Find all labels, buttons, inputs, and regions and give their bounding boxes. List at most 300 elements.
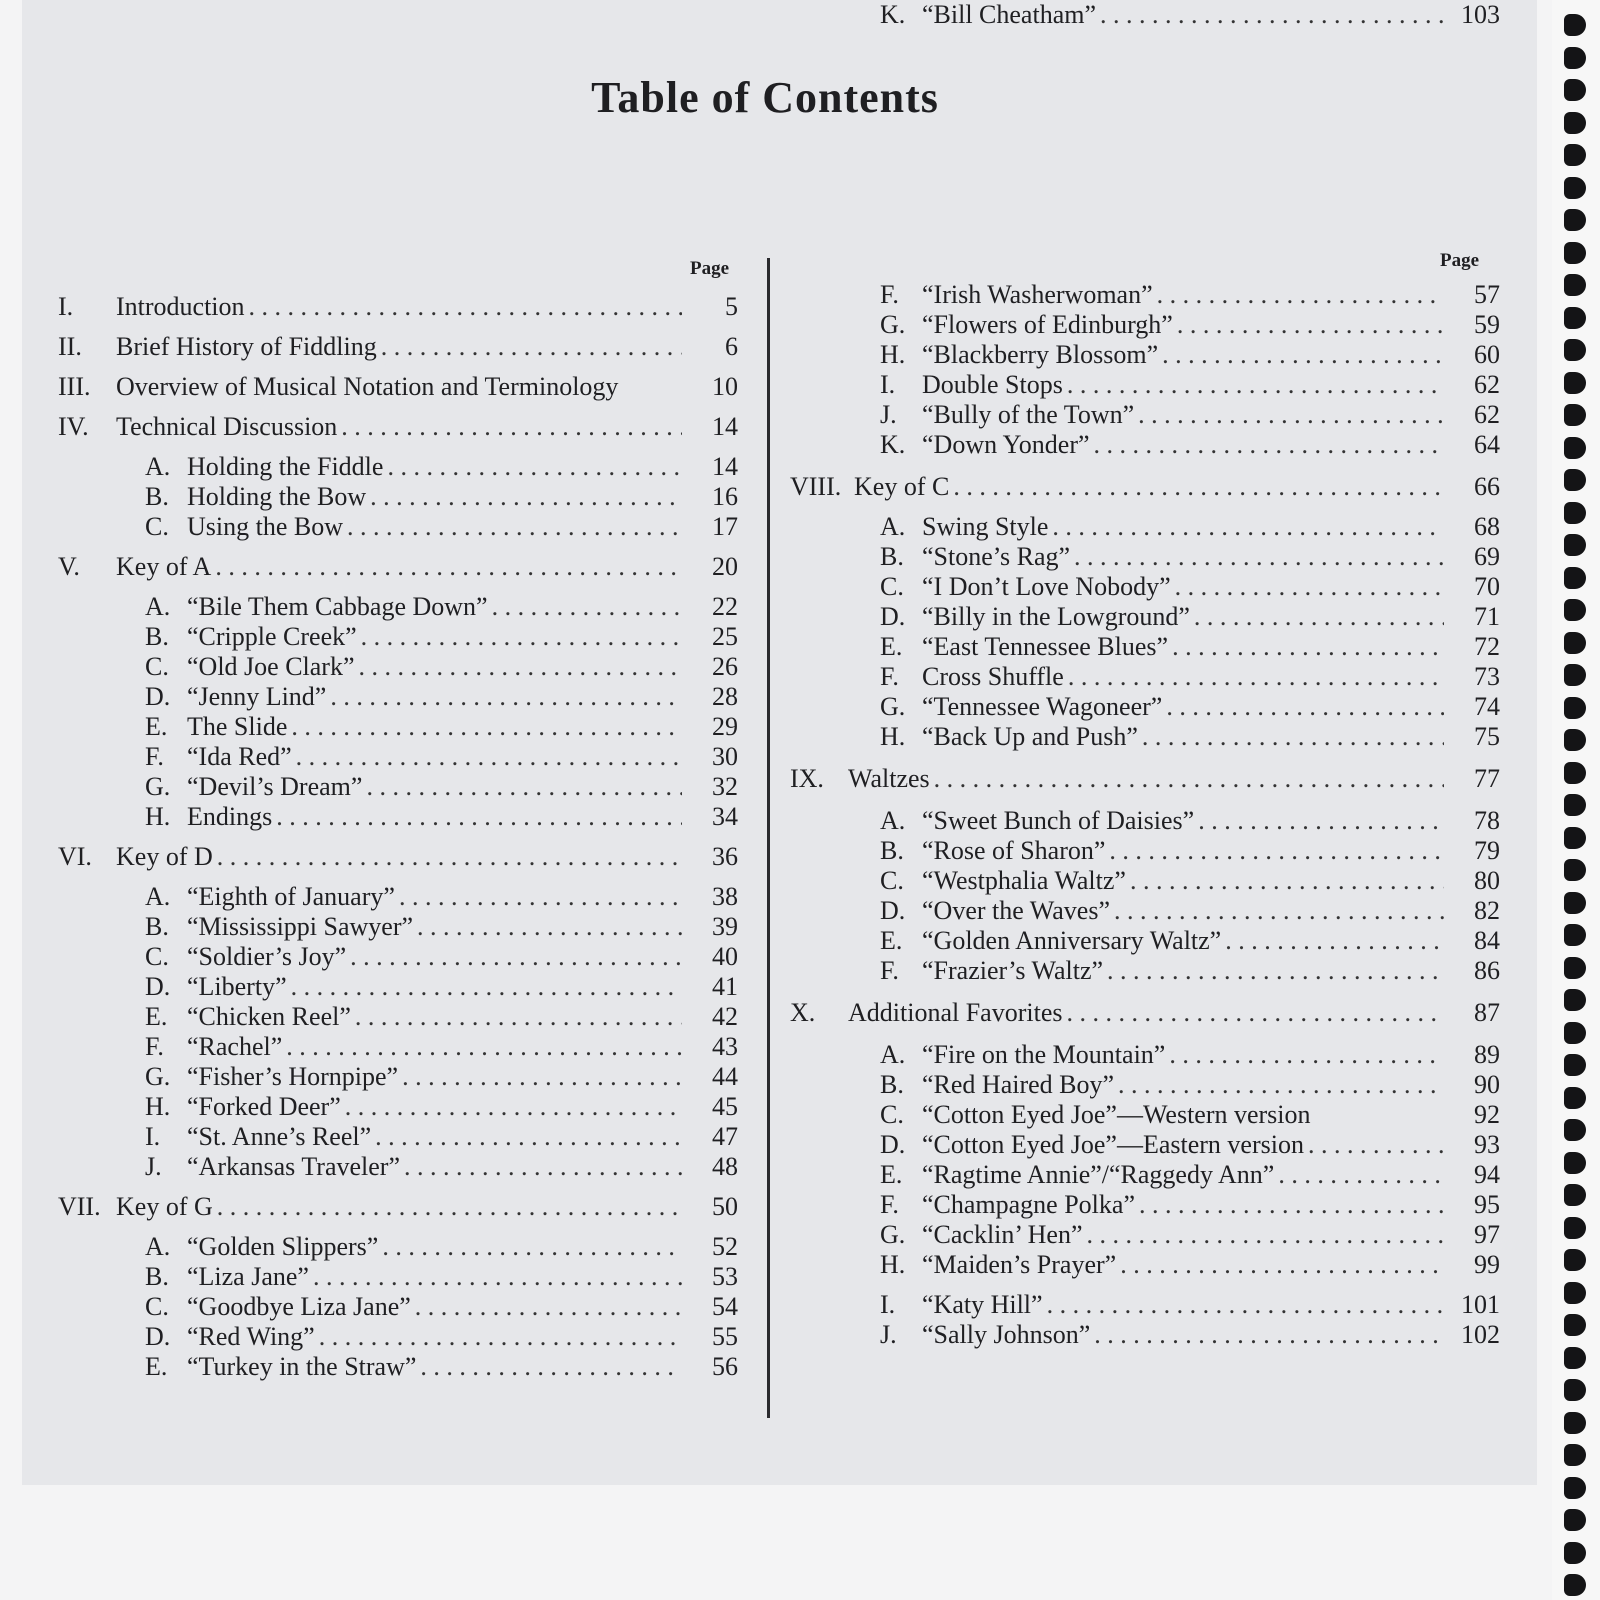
toc-entry-page: 5 bbox=[725, 292, 738, 321]
toc-entry-title: “Ragtime Annie”/“Raggedy Ann” bbox=[922, 1160, 1275, 1189]
toc-entry-title: Technical Discussion bbox=[116, 412, 338, 441]
toc-entry-number: H. bbox=[880, 1250, 906, 1279]
toc-entry bbox=[145, 682, 738, 712]
toc-entry-title: “Mississippi Sawyer” bbox=[187, 912, 414, 941]
dot-leader bbox=[217, 1192, 682, 1222]
page-title: Table of Contents bbox=[591, 73, 939, 122]
toc-entry-title: “St. Anne’s Reel” bbox=[187, 1122, 372, 1151]
dot-leader bbox=[420, 1352, 682, 1382]
toc-entry-title: Double Stops bbox=[922, 370, 1063, 399]
toc-entry-title: “Old Joe Clark” bbox=[187, 652, 355, 681]
toc-entry bbox=[880, 542, 1500, 572]
toc-entry bbox=[145, 882, 738, 912]
toc-entry bbox=[880, 1320, 1500, 1350]
toc-entry-number: D. bbox=[880, 896, 906, 925]
toc-entry-number: C. bbox=[880, 572, 904, 601]
toc-entry-number: C. bbox=[145, 942, 169, 971]
toc-entry bbox=[145, 712, 738, 742]
dot-leader bbox=[1047, 1290, 1444, 1320]
toc-entry-page: 48 bbox=[712, 1152, 738, 1181]
toc-entry-title: “Down Yonder” bbox=[922, 430, 1090, 459]
toc-entry bbox=[880, 662, 1500, 692]
dot-leader bbox=[953, 472, 1444, 502]
toc-entry-page: 53 bbox=[712, 1262, 738, 1291]
toc-entry bbox=[880, 692, 1500, 722]
toc-entry-title: “Irish Washerwoman” bbox=[922, 280, 1153, 309]
toc-entry-number: K. bbox=[880, 0, 906, 29]
binding-ring bbox=[1564, 209, 1586, 231]
binding-ring bbox=[1564, 339, 1586, 361]
toc-entry-title: “Bully of the Town” bbox=[922, 400, 1135, 429]
toc-entry-page: 72 bbox=[1474, 632, 1500, 661]
toc-entry-page: 94 bbox=[1474, 1160, 1500, 1189]
binding-ring bbox=[1564, 1412, 1586, 1434]
toc-entry-page: 86 bbox=[1474, 956, 1500, 985]
toc-entry-title: “Cripple Creek” bbox=[187, 622, 357, 651]
dot-leader bbox=[361, 622, 682, 652]
toc-entry-number: F. bbox=[880, 1190, 899, 1219]
binding-ring bbox=[1564, 697, 1586, 719]
dot-leader bbox=[215, 552, 682, 582]
toc-entry-page: 84 bbox=[1474, 926, 1500, 955]
binding-ring bbox=[1564, 794, 1586, 816]
toc-entry-number: D. bbox=[880, 1130, 906, 1159]
toc-entry-page: 92 bbox=[1474, 1100, 1500, 1129]
toc-entry-number: A. bbox=[145, 452, 171, 481]
binding-ring bbox=[1564, 144, 1586, 166]
toc-entry bbox=[145, 1292, 738, 1322]
binding-ring bbox=[1564, 957, 1586, 979]
toc-entry-page: 56 bbox=[712, 1352, 738, 1381]
toc-entry bbox=[145, 1352, 738, 1382]
toc-entry-page: 89 bbox=[1474, 1040, 1500, 1069]
toc-entry-number: C. bbox=[145, 512, 169, 541]
toc-entry bbox=[880, 956, 1500, 986]
toc-entry-title: “Devil’s Dream” bbox=[187, 772, 363, 801]
toc-entry bbox=[880, 722, 1500, 752]
toc-entry-number: C. bbox=[145, 652, 169, 681]
dot-leader bbox=[1177, 310, 1444, 340]
toc-entry-title: “East Tennessee Blues” bbox=[922, 632, 1169, 661]
dot-leader bbox=[382, 1232, 682, 1262]
toc-entry-number: H. bbox=[145, 1092, 171, 1121]
toc-entry-number: H. bbox=[880, 722, 906, 751]
toc-entry-page: 64 bbox=[1474, 430, 1500, 459]
toc-entry-title: “Eighth of January” bbox=[187, 882, 395, 911]
binding-ring bbox=[1564, 729, 1586, 751]
toc-entry-title: “Tennessee Wagoneer” bbox=[922, 692, 1163, 721]
toc-entry-page: 66 bbox=[1474, 472, 1500, 501]
toc-entry-page: 82 bbox=[1474, 896, 1500, 925]
toc-entry-number: A. bbox=[145, 882, 171, 911]
toc-entry bbox=[145, 652, 738, 682]
toc-entry bbox=[880, 1040, 1500, 1070]
toc-entry bbox=[880, 572, 1500, 602]
toc-entry-title: “Red Wing” bbox=[187, 1322, 315, 1351]
binding-ring bbox=[1564, 1347, 1586, 1369]
dot-leader bbox=[934, 764, 1444, 794]
toc-entry-page: 90 bbox=[1474, 1070, 1500, 1099]
toc-entry-number: F. bbox=[880, 956, 899, 985]
toc-entry bbox=[880, 1070, 1500, 1100]
toc-entry-page: 10 bbox=[712, 372, 738, 401]
toc-entry-title: “Back Up and Push” bbox=[922, 722, 1138, 751]
toc-entry-title: Key of D bbox=[116, 842, 213, 871]
dot-leader bbox=[1194, 602, 1444, 632]
toc-entry-number: D. bbox=[145, 972, 171, 1001]
toc-entry-title: “Maiden’s Prayer” bbox=[922, 1250, 1117, 1279]
toc-entry bbox=[58, 332, 738, 362]
toc-entry-page: 16 bbox=[712, 482, 738, 511]
toc-entry bbox=[58, 412, 738, 442]
toc-entry-number: A. bbox=[880, 806, 906, 835]
toc-entry-page: 54 bbox=[712, 1292, 738, 1321]
toc-entry-title: “Liza Jane” bbox=[187, 1262, 309, 1291]
toc-entry-page: 41 bbox=[712, 972, 738, 1001]
toc-entry bbox=[145, 1062, 738, 1092]
toc-entry-page: 74 bbox=[1474, 692, 1500, 721]
toc-entry-title: Waltzes bbox=[848, 764, 930, 793]
toc-entry bbox=[880, 310, 1500, 340]
toc-entry bbox=[880, 926, 1500, 956]
toc-entry-page: 40 bbox=[712, 942, 738, 971]
toc-entry-title: “Forked Deer” bbox=[187, 1092, 341, 1121]
toc-entry bbox=[880, 632, 1500, 662]
toc-entry bbox=[880, 1160, 1500, 1190]
binding-ring bbox=[1564, 177, 1586, 199]
dot-leader bbox=[1094, 1320, 1444, 1350]
toc-entry bbox=[145, 1122, 738, 1152]
toc-entry-page: 42 bbox=[712, 1002, 738, 1031]
binding-ring bbox=[1564, 404, 1586, 426]
toc-entry-title: “Cotton Eyed Joe”—Western version bbox=[922, 1100, 1311, 1129]
toc-entry-number: K. bbox=[880, 430, 906, 459]
toc-entry-page: 26 bbox=[712, 652, 738, 681]
dot-leader bbox=[291, 712, 682, 742]
binding-ring bbox=[1564, 1087, 1586, 1109]
binding-ring bbox=[1564, 1314, 1586, 1336]
dot-leader bbox=[1278, 1160, 1444, 1190]
dot-leader bbox=[415, 1292, 682, 1322]
toc-entry-page: 69 bbox=[1474, 542, 1500, 571]
toc-entry-page: 102 bbox=[1461, 1320, 1500, 1349]
dot-leader bbox=[1308, 1130, 1444, 1160]
toc-entry-title: “Arkansas Traveler” bbox=[187, 1152, 400, 1181]
toc-entry-page: 34 bbox=[712, 802, 738, 831]
toc-entry bbox=[58, 1192, 738, 1222]
dot-leader bbox=[417, 912, 682, 942]
toc-entry-number: H. bbox=[880, 340, 906, 369]
toc-entry-title: “Fisher’s Hornpipe” bbox=[187, 1062, 399, 1091]
binding-ring bbox=[1564, 664, 1586, 686]
toc-entry-title: “Chicken Reel” bbox=[187, 1002, 351, 1031]
toc-entry-number: F. bbox=[145, 1032, 164, 1061]
toc-entry-page: 36 bbox=[712, 842, 738, 871]
toc-entry bbox=[790, 998, 1500, 1028]
binding-ring bbox=[1564, 534, 1586, 556]
toc-entry-number: B. bbox=[145, 622, 169, 651]
dot-leader bbox=[1198, 806, 1444, 836]
toc-entry bbox=[58, 372, 738, 402]
dot-leader bbox=[1118, 1070, 1444, 1100]
toc-entry-number: F. bbox=[145, 742, 164, 771]
toc-entry-number: B. bbox=[145, 482, 169, 511]
binding-ring bbox=[1564, 632, 1586, 654]
toc-entry-page: 22 bbox=[712, 592, 738, 621]
binding-ring bbox=[1564, 1054, 1586, 1076]
spiral-binding bbox=[1552, 0, 1600, 1600]
toc-entry-number: IX. bbox=[790, 764, 824, 793]
toc-entry bbox=[58, 552, 738, 582]
toc-entry-number: VIII. bbox=[790, 472, 842, 501]
binding-ring bbox=[1564, 274, 1586, 296]
toc-entry bbox=[880, 836, 1500, 866]
dot-leader bbox=[1157, 280, 1444, 310]
dot-leader bbox=[319, 1322, 682, 1352]
toc-entry-number: I. bbox=[145, 1122, 161, 1151]
toc-entry-page: 62 bbox=[1474, 370, 1500, 399]
page-column-label-right: Page bbox=[1440, 250, 1480, 271]
toc-entry-page: 38 bbox=[712, 882, 738, 911]
dot-leader bbox=[1068, 662, 1444, 692]
toc-entry-title: “Golden Anniversary Waltz” bbox=[922, 926, 1222, 955]
toc-entry bbox=[880, 512, 1500, 542]
toc-entry-number: A. bbox=[145, 1232, 171, 1261]
toc-entry-number: B. bbox=[880, 1070, 904, 1099]
toc-entry-title: The Slide bbox=[187, 712, 288, 741]
toc-entry bbox=[880, 400, 1500, 430]
toc-entry bbox=[145, 1032, 738, 1062]
toc-entry-number: B. bbox=[145, 912, 169, 941]
binding-ring bbox=[1564, 1249, 1586, 1271]
dot-leader bbox=[1094, 430, 1444, 460]
binding-ring bbox=[1564, 1379, 1586, 1401]
toc-entry-page: 14 bbox=[712, 412, 738, 441]
toc-entry-number: C. bbox=[880, 1100, 904, 1129]
toc-entry-title: “Soldier’s Joy” bbox=[187, 942, 347, 971]
binding-ring bbox=[1564, 599, 1586, 621]
binding-ring bbox=[1564, 1542, 1586, 1564]
toc-entry-number: G. bbox=[880, 1220, 906, 1249]
dot-leader bbox=[1087, 1220, 1445, 1250]
toc-entry-title: “Stone’s Rag” bbox=[922, 542, 1071, 571]
toc-entry-title: Brief History of Fiddling bbox=[116, 332, 377, 361]
toc-entry-page: 30 bbox=[712, 742, 738, 771]
binding-ring bbox=[1564, 469, 1586, 491]
dot-leader bbox=[350, 942, 682, 972]
toc-entry-number: C. bbox=[145, 1292, 169, 1321]
toc-entry-page: 101 bbox=[1461, 1290, 1500, 1319]
toc-entry-title: Key of A bbox=[116, 552, 212, 581]
toc-entry-number: III. bbox=[58, 372, 91, 401]
binding-ring bbox=[1564, 112, 1586, 134]
toc-entry-page: 62 bbox=[1474, 400, 1500, 429]
binding-ring bbox=[1564, 1217, 1586, 1239]
toc-entry-number: C. bbox=[880, 866, 904, 895]
toc-entry-title: “Over the Waves” bbox=[922, 896, 1111, 925]
dot-leader bbox=[1169, 1040, 1444, 1070]
dot-leader bbox=[370, 482, 682, 512]
toc-entry-page: 75 bbox=[1474, 722, 1500, 751]
toc-entry-number: F. bbox=[880, 662, 899, 691]
dot-leader bbox=[286, 1032, 682, 1062]
toc-entry bbox=[880, 806, 1500, 836]
toc-entry bbox=[145, 592, 738, 622]
toc-entry-title: Additional Favorites bbox=[848, 998, 1063, 1027]
toc-entry-title: “Champagne Polka” bbox=[922, 1190, 1135, 1219]
toc-entry-page: 59 bbox=[1474, 310, 1500, 339]
toc-entry bbox=[145, 512, 738, 542]
toc-entry-page: 71 bbox=[1474, 602, 1500, 631]
dot-leader bbox=[375, 1122, 682, 1152]
binding-ring bbox=[1564, 1184, 1586, 1206]
binding-ring bbox=[1564, 502, 1586, 524]
binding-ring bbox=[1564, 989, 1586, 1011]
toc-entry-title: Overview of Musical Notation and Terminology bbox=[116, 372, 619, 401]
toc-entry-title: “Liberty” bbox=[187, 972, 287, 1001]
dot-leader bbox=[1114, 896, 1444, 926]
dot-leader bbox=[366, 772, 682, 802]
toc-entry-number: IV. bbox=[58, 412, 89, 441]
toc-entry-number: G. bbox=[880, 310, 906, 339]
toc-entry-number: X. bbox=[790, 998, 816, 1027]
toc-entry-number: B. bbox=[145, 1262, 169, 1291]
toc-entry-number: A. bbox=[880, 1040, 906, 1069]
binding-ring bbox=[1564, 567, 1586, 589]
toc-entry-title: Key of C bbox=[854, 472, 950, 501]
dot-leader bbox=[313, 1262, 682, 1292]
dot-leader bbox=[1109, 836, 1444, 866]
toc-entry-title: Key of G bbox=[116, 1192, 213, 1221]
toc-entry-title: “Bill Cheatham” bbox=[922, 0, 1097, 29]
binding-ring bbox=[1564, 762, 1586, 784]
toc-entry-title: “Katy Hill” bbox=[922, 1290, 1043, 1319]
toc-entry-number: E. bbox=[145, 712, 168, 741]
toc-entry bbox=[145, 942, 738, 972]
binding-ring bbox=[1564, 1282, 1586, 1304]
toc-entry bbox=[145, 1322, 738, 1352]
dot-leader bbox=[291, 972, 682, 1002]
toc-entry bbox=[880, 1100, 1500, 1130]
dot-leader bbox=[387, 452, 682, 482]
toc-entry bbox=[880, 280, 1500, 310]
binding-ring bbox=[1564, 1022, 1586, 1044]
toc-entry-title: “Frazier’s Waltz” bbox=[922, 956, 1104, 985]
toc-entry-number: II. bbox=[58, 332, 82, 361]
toc-entry-title: Holding the Fiddle bbox=[187, 452, 384, 481]
binding-ring bbox=[1564, 827, 1586, 849]
toc-entry bbox=[58, 842, 738, 872]
binding-ring bbox=[1564, 372, 1586, 394]
toc-entry bbox=[145, 1092, 738, 1122]
toc-entry-page: 93 bbox=[1474, 1130, 1500, 1159]
toc-entry-number: VI. bbox=[58, 842, 92, 871]
binding-ring bbox=[1564, 1574, 1586, 1596]
toc-entry-number: B. bbox=[880, 836, 904, 865]
binding-ring bbox=[1564, 1119, 1586, 1141]
dot-leader bbox=[399, 882, 682, 912]
toc-entry-title: “Sweet Bunch of Daisies” bbox=[922, 806, 1195, 835]
toc-entry-page: 97 bbox=[1474, 1220, 1500, 1249]
toc-entry bbox=[880, 896, 1500, 926]
toc-entry-title: “Billy in the Lowground” bbox=[922, 602, 1190, 631]
toc-entry-title: “Jenny Lind” bbox=[187, 682, 327, 711]
toc-entry-title: “Red Haired Boy” bbox=[922, 1070, 1115, 1099]
toc-entry-number: I. bbox=[880, 370, 896, 399]
binding-ring bbox=[1564, 924, 1586, 946]
toc-entry-number: I. bbox=[880, 1290, 896, 1319]
binding-ring bbox=[1564, 859, 1586, 881]
toc-entry-page: 39 bbox=[712, 912, 738, 941]
toc-entry-title: “Bile Them Cabbage Down” bbox=[187, 592, 488, 621]
dot-leader bbox=[1066, 998, 1444, 1028]
toc-entry-number: G. bbox=[145, 772, 171, 801]
toc-entry-title: Introduction bbox=[116, 292, 245, 321]
toc-entry bbox=[145, 742, 738, 772]
toc-entry bbox=[880, 370, 1500, 400]
dot-leader bbox=[355, 1002, 682, 1032]
toc-entry-title: “I Don’t Love Nobody” bbox=[922, 572, 1171, 601]
dot-leader bbox=[345, 1092, 682, 1122]
dot-leader bbox=[1100, 0, 1444, 30]
toc-entry-page: 78 bbox=[1474, 806, 1500, 835]
dot-leader bbox=[347, 512, 682, 542]
dot-leader bbox=[341, 412, 682, 442]
dot-leader bbox=[404, 1152, 682, 1182]
toc-entry-title: “Cacklin’ Hen” bbox=[922, 1220, 1083, 1249]
toc-entry-number: D. bbox=[145, 682, 171, 711]
toc-entry-number: H. bbox=[145, 802, 171, 831]
toc-entry-page: 6 bbox=[725, 332, 738, 361]
dot-leader bbox=[1130, 866, 1444, 896]
dot-leader bbox=[1162, 340, 1444, 370]
toc-entry-number: J. bbox=[145, 1152, 162, 1181]
toc-entry-number: F. bbox=[880, 280, 899, 309]
binding-ring bbox=[1564, 79, 1586, 101]
toc-entry bbox=[145, 452, 738, 482]
toc-entry-title: Swing Style bbox=[922, 512, 1049, 541]
toc-entry bbox=[880, 1220, 1500, 1250]
toc-entry-page: 29 bbox=[712, 712, 738, 741]
toc-entry bbox=[145, 1232, 738, 1262]
binding-ring bbox=[1564, 307, 1586, 329]
toc-entry bbox=[880, 0, 1500, 30]
toc-entry-page: 44 bbox=[712, 1062, 738, 1091]
toc-entry-number: V. bbox=[58, 552, 80, 581]
toc-entry-page: 68 bbox=[1474, 512, 1500, 541]
toc-entry-page: 57 bbox=[1474, 280, 1500, 309]
dot-leader bbox=[492, 592, 682, 622]
toc-entry-title: Cross Shuffle bbox=[922, 662, 1064, 691]
toc-entry-title: “Fire on the Mountain” bbox=[922, 1040, 1166, 1069]
toc-entry bbox=[880, 1190, 1500, 1220]
toc-entry-number: E. bbox=[145, 1352, 168, 1381]
page-column-label-left: Page bbox=[690, 258, 730, 279]
toc-entry-number: B. bbox=[880, 542, 904, 571]
toc-entry-title: “Blackberry Blossom” bbox=[922, 340, 1159, 369]
toc-entry-number: A. bbox=[145, 592, 171, 621]
toc-entry-title: “Westphalia Waltz” bbox=[922, 866, 1126, 895]
toc-entry bbox=[145, 622, 738, 652]
toc-entry-page: 20 bbox=[712, 552, 738, 581]
toc-entry-title: “Rachel” bbox=[187, 1032, 283, 1061]
toc-entry bbox=[145, 1002, 738, 1032]
toc-entry bbox=[58, 292, 738, 322]
toc-entry bbox=[145, 772, 738, 802]
dot-leader bbox=[1175, 572, 1444, 602]
dot-leader bbox=[1142, 722, 1444, 752]
toc-entry-page: 45 bbox=[712, 1092, 738, 1121]
